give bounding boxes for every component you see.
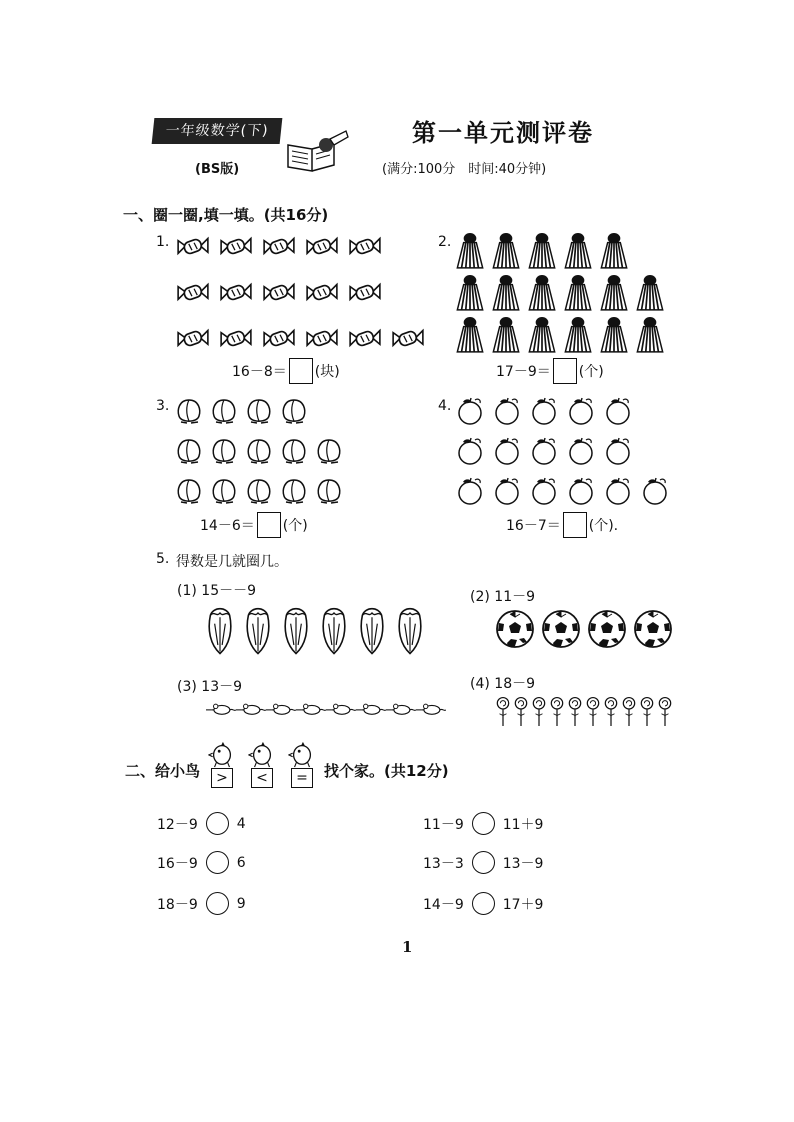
shuttlecock-icon (600, 232, 628, 270)
shuttlecock-icon (564, 274, 592, 312)
mouse-icon (296, 700, 326, 718)
q2-unit: (个) (578, 364, 604, 380)
shuttlecock-icon (528, 232, 556, 270)
candy-icon (219, 327, 253, 351)
shuttlecock-icon (492, 274, 520, 312)
peach-icon (245, 396, 273, 426)
cabbage-row (204, 602, 426, 656)
apple-icon (492, 476, 522, 506)
apple-icon (492, 396, 522, 426)
compare-right: 6 (236, 854, 246, 871)
q3-equation (200, 512, 308, 538)
soccer-ball-icon (495, 609, 535, 649)
q5-part2-label: (2) 11－9 (470, 589, 536, 605)
peach-icon (210, 436, 238, 466)
candy-row-1 (176, 235, 382, 259)
edition-label: (BS版) (195, 162, 240, 177)
mouse-icon (386, 700, 416, 718)
q5-part4-label: (4) 18－9 (470, 676, 536, 692)
compare-right: 17＋9 (502, 896, 544, 913)
lollipop-icon (586, 694, 600, 730)
page-title: 第一单元测评卷 (412, 118, 594, 147)
q4-expression: 16－7＝ (506, 518, 561, 534)
cabbage-icon (394, 602, 426, 656)
q3-answer-box[interactable] (257, 512, 281, 538)
shuttlecock-icon (636, 274, 664, 312)
soccer-ball-icon (633, 609, 673, 649)
candy-icon (305, 281, 339, 305)
peach-icon (280, 396, 308, 426)
peach-icon (280, 436, 308, 466)
bird-icon (248, 740, 276, 768)
compare-item-6 (423, 892, 543, 915)
apple-icon (603, 476, 633, 506)
q1-equation (232, 358, 340, 384)
apple-icon (566, 476, 596, 506)
sign-greater: > (211, 768, 233, 788)
peach-icon (175, 476, 203, 506)
peach-row-3 (175, 476, 343, 506)
apple-icon (566, 436, 596, 466)
shuttlecock-icon (564, 316, 592, 354)
section-2-heading-start: 二、给小鸟 (125, 762, 201, 780)
shuttlecock-icon (492, 232, 520, 270)
apple-icon (566, 396, 596, 426)
compare-item-3 (157, 851, 246, 874)
compare-right: 11＋9 (502, 816, 544, 833)
mouse-icon (266, 700, 296, 718)
compare-left: 12－9 (157, 816, 198, 833)
candy-icon (262, 281, 296, 305)
q2-number: 2. (438, 234, 452, 250)
soccer-ball-icon (541, 609, 581, 649)
q4-answer-box[interactable] (563, 512, 587, 538)
apple-icon (640, 476, 670, 506)
peach-row-1 (175, 396, 308, 426)
lollipop-icon (568, 694, 582, 730)
peach-icon (280, 476, 308, 506)
q4-number: 4. (438, 398, 452, 414)
apple-icon (529, 396, 559, 426)
candy-icon (219, 281, 253, 305)
shuttlecock-icon (600, 316, 628, 354)
compare-right: 9 (236, 895, 246, 912)
mouse-row (206, 700, 446, 718)
cabbage-icon (318, 602, 350, 656)
compare-right: 13－9 (502, 855, 544, 872)
compare-left: 11－9 (423, 816, 464, 833)
shuttlecock-icon (456, 316, 484, 354)
compare-left: 16－9 (157, 855, 198, 872)
candy-icon (391, 327, 425, 351)
q3-unit: (个) (282, 518, 308, 534)
apple-icon (603, 396, 633, 426)
apple-icon (492, 436, 522, 466)
shuttlecock-icon (528, 316, 556, 354)
lollipop-icon (496, 694, 510, 730)
candy-icon (348, 235, 382, 259)
q5-part1-label: (1) 15－－9 (177, 583, 257, 599)
apple-row-1 (455, 396, 633, 426)
compare-circle[interactable] (206, 892, 229, 915)
apple-icon (603, 436, 633, 466)
mouse-icon (416, 700, 446, 718)
lollipop-icon (622, 694, 636, 730)
q4-unit: (个). (588, 518, 619, 534)
peach-icon (175, 436, 203, 466)
candy-icon (219, 235, 253, 259)
apple-icon (529, 476, 559, 506)
ball-row (495, 609, 673, 649)
shuttlecock-icon (456, 232, 484, 270)
page-number: 1 (402, 938, 413, 956)
peach-row-2 (175, 436, 343, 466)
lollipop-icon (604, 694, 618, 730)
compare-item-2 (423, 812, 543, 835)
lollipop-icon (658, 694, 672, 730)
shuttlecock-icon (600, 274, 628, 312)
peach-icon (175, 396, 203, 426)
lollipop-icon (514, 694, 528, 730)
candy-icon (176, 235, 210, 259)
section-2-heading-end: 找个家。(共12分) (324, 762, 449, 780)
candy-icon (262, 235, 296, 259)
mouse-icon (206, 700, 236, 718)
candy-row-2 (176, 281, 382, 305)
q1-answer-box[interactable] (289, 358, 313, 384)
soccer-ball-icon (587, 609, 627, 649)
section-1-heading: 一、圈一圈,填一填。(共16分) (123, 206, 329, 224)
bird-sign-group (208, 740, 316, 788)
compare-item-1 (157, 812, 246, 835)
bird-sign-greater (208, 740, 236, 788)
compare-circle[interactable] (206, 812, 229, 835)
q2-expression: 17－9＝ (496, 364, 551, 380)
q1-unit: (块) (314, 364, 340, 380)
lollipop-icon (550, 694, 564, 730)
cabbage-icon (280, 602, 312, 656)
peach-icon (210, 476, 238, 506)
apple-icon (455, 436, 485, 466)
bird-icon (208, 740, 236, 768)
q5-part3-label: (3) 13－9 (177, 679, 243, 695)
lollipop-row (496, 694, 672, 730)
mouse-icon (326, 700, 356, 718)
q3-number: 3. (156, 398, 170, 414)
apple-row-2 (455, 436, 633, 466)
compare-circle[interactable] (472, 812, 495, 835)
grade-badge: 一年级数学(下) (152, 118, 283, 144)
candy-icon (305, 327, 339, 351)
peach-icon (315, 436, 343, 466)
apple-icon (455, 396, 485, 426)
q5-number: 5. (156, 551, 170, 567)
q3-expression: 14－6＝ (200, 518, 255, 534)
candy-icon (176, 327, 210, 351)
candy-icon (176, 281, 210, 305)
candy-row-3 (176, 327, 425, 351)
compare-right: 4 (236, 815, 246, 832)
peach-icon (245, 436, 273, 466)
compare-left: 18－9 (157, 896, 198, 913)
shuttlecock-icon (636, 316, 664, 354)
candy-icon (262, 327, 296, 351)
bird-icon (288, 740, 316, 768)
compare-left: 13－3 (423, 855, 464, 872)
shuttle-row-1 (456, 232, 628, 270)
apple-row-3 (455, 476, 670, 506)
cabbage-icon (204, 602, 236, 656)
exam-meta: (满分:100分 时间:40分钟) (382, 162, 547, 177)
mouse-icon (236, 700, 266, 718)
q1-expression: 16－8＝ (232, 364, 287, 380)
compare-item-5 (157, 892, 246, 915)
shuttlecock-icon (456, 274, 484, 312)
q5-instruction: 得数是几就圈几。 (176, 554, 288, 570)
reading-icon (284, 125, 352, 175)
q2-answer-box[interactable] (553, 358, 577, 384)
bird-sign-equal (288, 740, 316, 788)
bird-sign-less (248, 740, 276, 788)
compare-circle[interactable] (472, 892, 495, 915)
candy-icon (348, 281, 382, 305)
apple-icon (529, 436, 559, 466)
candy-icon (305, 235, 339, 259)
lollipop-icon (532, 694, 546, 730)
cabbage-icon (242, 602, 274, 656)
mouse-icon (356, 700, 386, 718)
apple-icon (455, 476, 485, 506)
lollipop-icon (640, 694, 654, 730)
sign-less: < (251, 768, 273, 788)
shuttlecock-icon (564, 232, 592, 270)
shuttlecock-icon (492, 316, 520, 354)
shuttlecock-icon (528, 274, 556, 312)
compare-item-4 (423, 851, 543, 874)
peach-icon (245, 476, 273, 506)
q1-number: 1. (156, 234, 170, 250)
peach-icon (210, 396, 238, 426)
shuttle-row-3 (456, 316, 664, 354)
cabbage-icon (356, 602, 388, 656)
compare-circle[interactable] (206, 851, 229, 874)
q2-equation (496, 358, 604, 384)
shuttle-row-2 (456, 274, 664, 312)
q4-equation (506, 512, 618, 538)
compare-circle[interactable] (472, 851, 495, 874)
sign-equal: = (291, 768, 313, 788)
candy-icon (348, 327, 382, 351)
compare-left: 14－9 (423, 896, 464, 913)
peach-icon (315, 476, 343, 506)
